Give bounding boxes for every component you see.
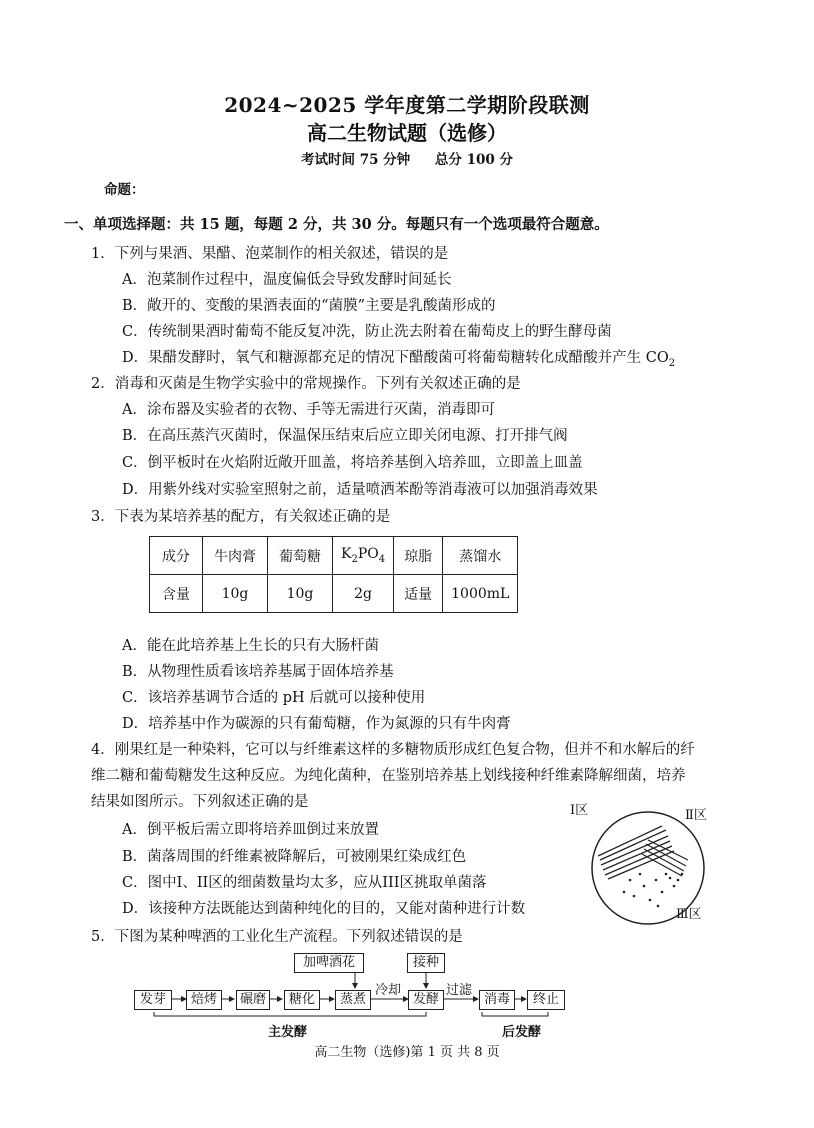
question-4-stem-line1: 4．刚果红是一种染料，它可以与纤维素这样的多糖物质形成红色复合物，但并不和水解后的纤 [91,742,695,758]
question-5-stem: 5．下图为某种啤酒的工业化生产流程。下列叙述错误的是 [91,929,463,945]
step-ferment: 发酵 [408,990,444,1010]
q2-option-d: D．用紫外线对实验室照射之前，适量喷洒苯酚等消毒液可以加强消毒效果 [122,482,598,498]
q3-option-c: C．该培养基调节合适的 pH 后就可以接种使用 [122,690,426,706]
step-germinate: 发芽 [134,990,172,1010]
q4-option-c: C．图中I、II区的细菌数量均太多，应从III区挑取单菌落 [122,875,487,891]
question-4-stem-line3: 结果如图所示。下列叙述正确的是 [91,794,309,810]
table-header-row [150,537,518,575]
table-cell: 10g [203,575,268,613]
k-sub: 2 [351,553,358,565]
step-saccharify: 糖化 [284,990,320,1010]
po-sub: 4 [378,553,386,565]
step-terminate: 终止 [527,990,565,1010]
petri-dish-figure [570,800,730,925]
step-disinfect: 消毒 [479,990,515,1010]
step-boil: 蒸煮 [335,990,371,1010]
q4-option-a: A．倒平板后需立即将培养皿倒过来放置 [122,822,379,838]
section-heading: 一、单项选择题：共 15 题，每题 2 分，共 30 分。每题只有一个选项最符合题意。 [64,216,609,233]
table-cell: 含量 [150,575,203,613]
table-cell: 牛肉膏 [203,537,268,575]
q2-option-a: A．涂布器及实验者的衣物、手等无需进行灭菌，消毒即可 [122,402,495,418]
q1-option-d-text: D．果醋发酵时，氧气和糖源都充足的情况下醋酸菌可将葡萄糖转化成醋酸并产生 CO [122,350,669,366]
table-cell: 1000mL [443,575,518,613]
q1-option-d-sub: 2 [668,357,676,369]
main-ferment-label: 主发酵 [268,1025,308,1040]
q3-option-d: D．培养基中作为碳源的只有葡萄糖，作为氮源的只有牛肉膏 [122,716,511,732]
plate-zone1-label: Ⅰ区 [570,803,589,818]
table-cell: 蒸馏水 [443,537,518,575]
q3-option-a: A．能在此培养基上生长的只有大肠杆菌 [122,638,379,654]
post-ferment-label: 后发酵 [502,1025,542,1040]
table-cell [333,537,394,575]
exam-score: 总分 100 分 [434,152,513,168]
po-text: PO [357,546,379,563]
exam-time: 考试时间 75 分钟 [301,152,411,168]
streak-lines-zone2 [642,840,688,876]
q1-option-a: A．泡菜制作过程中，温度偏低会导致发酵时间延长 [122,272,452,288]
colonies-zone3 [623,873,684,908]
table-cell: 10g [268,575,333,613]
table-cell: 2g [333,575,394,613]
q2-option-c: C．倒平板时在火焰附近敞开皿盖，将培养基倒入培养皿，立即盖上皿盖 [122,455,583,471]
table-cell: 葡萄糖 [268,537,333,575]
hops-box: 加啤酒花 [294,953,364,973]
question-3-stem: 3．下表为某培养基的配方，有关叙述正确的是 [91,509,391,525]
inoculate-box: 接种 [407,953,445,973]
plate-zone3-label: Ⅲ区 [676,907,702,922]
culture-medium-table [149,536,518,613]
cool-label: 冷却 [375,983,402,998]
table-cell: 成分 [150,537,203,575]
q3-option-b: B．从物理性质看该培养基属于固体培养基 [122,664,394,680]
q2-option-b: B．在高压蒸汽灭菌时，保温保压结束后应立即关闭电源、打开排气阀 [122,428,568,444]
question-4-stem-line2: 维二糖和葡萄糖发生这种反应。为纯化菌种，在鉴别培养基上划线接种纤维素降解细菌，培养 [91,768,686,784]
q4-option-d: D．该接种方法既能达到菌种纯化的目的，又能对菌种进行计数 [122,901,526,917]
q4-option-b: B．菌落周围的纤维素被降解后，可被刚果红染成红色 [122,849,467,865]
table-cell: 琼脂 [394,537,443,575]
question-2-stem: 2．消毒和灭菌是生物学实验中的常规操作。下列有关叙述正确的是 [91,376,521,392]
question-1-stem: 1．下列与果酒、果醋、泡菜制作的相关叙述，错误的是 [91,246,449,262]
table-row [150,575,518,613]
exam-meta [0,148,814,168]
q1-option-c: C．传统制果酒时葡萄不能反复冲洗，防止洗去附着在葡萄皮上的野生酵母菌 [122,324,612,340]
author-label: 命题： [104,182,145,198]
page-footer: 高二生物（选修)第 1 页 共 8 页 [314,1045,500,1060]
table-cell: 适量 [394,575,443,613]
exam-subtitle: 高二生物试题（选修） [307,121,507,145]
k-text: K [341,546,352,563]
plate-zone2-label: Ⅱ区 [685,808,707,823]
filter-label: 过滤 [446,983,473,998]
step-bake: 焙烤 [186,990,222,1010]
q1-option-d [122,348,675,374]
step-grind: 碾磨 [236,990,270,1010]
exam-title: 2024~2025 学年度第二学期阶段联测 [224,93,590,117]
q1-option-b: B．敞开的、变酸的果酒表面的“菌膜”主要是乳酸菌形成的 [122,298,496,314]
